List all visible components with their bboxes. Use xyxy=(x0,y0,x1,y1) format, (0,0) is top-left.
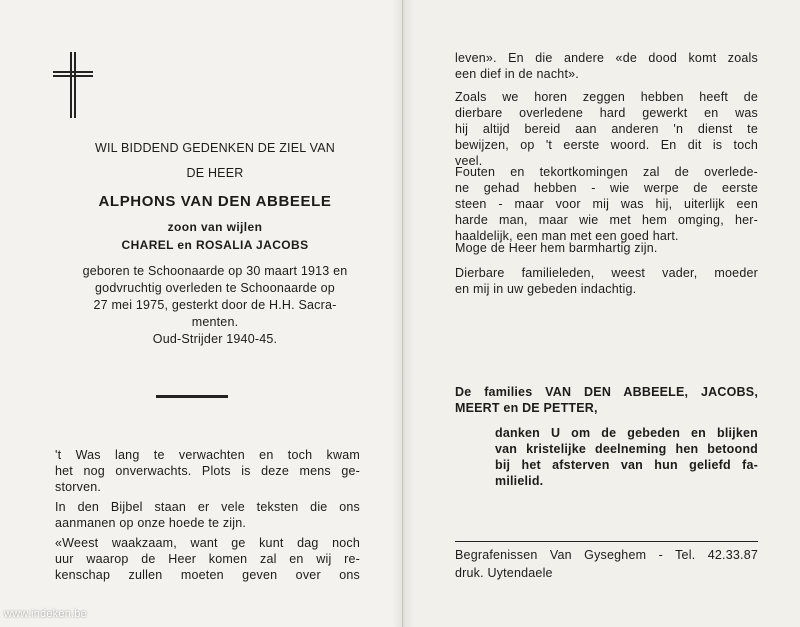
bio-line: menten. xyxy=(191,315,239,329)
bio-line: 27 mei 1975, gesterkt door de H.H. Sacra- xyxy=(93,298,337,312)
families-text: De families VAN DEN ABBEELE, JACOBS, MEERT en DE PETTER, xyxy=(455,385,758,415)
son-of-text: zoon van wijlen xyxy=(167,220,263,234)
thanks-text: danken U om de gebeden en blijken van kristelijke deelneming hen betoond bij het afsterven van hun geliefd fa- milielid. xyxy=(495,426,758,488)
cross-icon xyxy=(53,52,93,118)
printer-text: druk. Uytendaele xyxy=(455,566,553,580)
funeral-home-text: Begrafenissen Van Gyseghem - Tel. 42.33.87 xyxy=(455,548,758,562)
left-paragraph-3: «Weest waakzaam, want ge kunt dag noch uur waarop de Heer komen zal en wij re- kenschap zullen moeten geven over ons xyxy=(55,536,360,582)
right-paragraph-4: Moge de Heer hem barmhartig zijn. xyxy=(455,241,658,255)
left-paragraph-1: 't Was lang te verwachten en toch kwam het nog onverwachts. Plots is deze mens ge- storven. xyxy=(55,448,360,494)
right-paragraph-1: leven». En die andere «de dood komt zoals een dief in de nacht». xyxy=(455,51,758,81)
bio-line: godvruchtig overleden te Schoonaarde op xyxy=(95,281,335,295)
divider-line xyxy=(156,395,228,398)
deceased-name: ALPHONS VAN DEN ABBEELE xyxy=(98,193,332,210)
veteran-text: Oud-Strijder 1940-45. xyxy=(152,332,278,346)
left-paragraph-2: In den Bijbel staan er vele teksten die ons aanmanen op onze hoede te zijn. xyxy=(55,500,360,530)
de-heer-text: DE HEER xyxy=(186,166,244,180)
parents-text: CHAREL en ROSALIA JACOBS xyxy=(121,238,309,252)
right-paragraph-2: Zoals we horen zeggen hebben heeft de dierbare overledene hard gewerkt en was hij altijd bereid aan anderen 'n dienst te bewijzen, op 't eerste woord. En dit is toch veel. xyxy=(455,90,758,168)
right-paragraph-5: Dierbare familieleden, weest vader, moeder en mij in uw gebeden indachtig. xyxy=(455,266,758,296)
right-paragraph-3: Fouten en tekortkomingen zal de overlede- ne gehad hebben - wie werpe de eerste steen - maar voor mij was hij, uiterlijk een harde man, maar wie met hem omging, her- haaldelijk, een man met een goed hart. xyxy=(455,165,758,243)
watermark-text: www.indeken.be xyxy=(4,608,87,620)
header-text: WIL BIDDEND GEDENKEN DE ZIEL VAN xyxy=(94,141,335,155)
bio-line: geboren te Schoonaarde op 30 maart 1913 en xyxy=(82,264,348,278)
separator-line xyxy=(455,541,758,542)
